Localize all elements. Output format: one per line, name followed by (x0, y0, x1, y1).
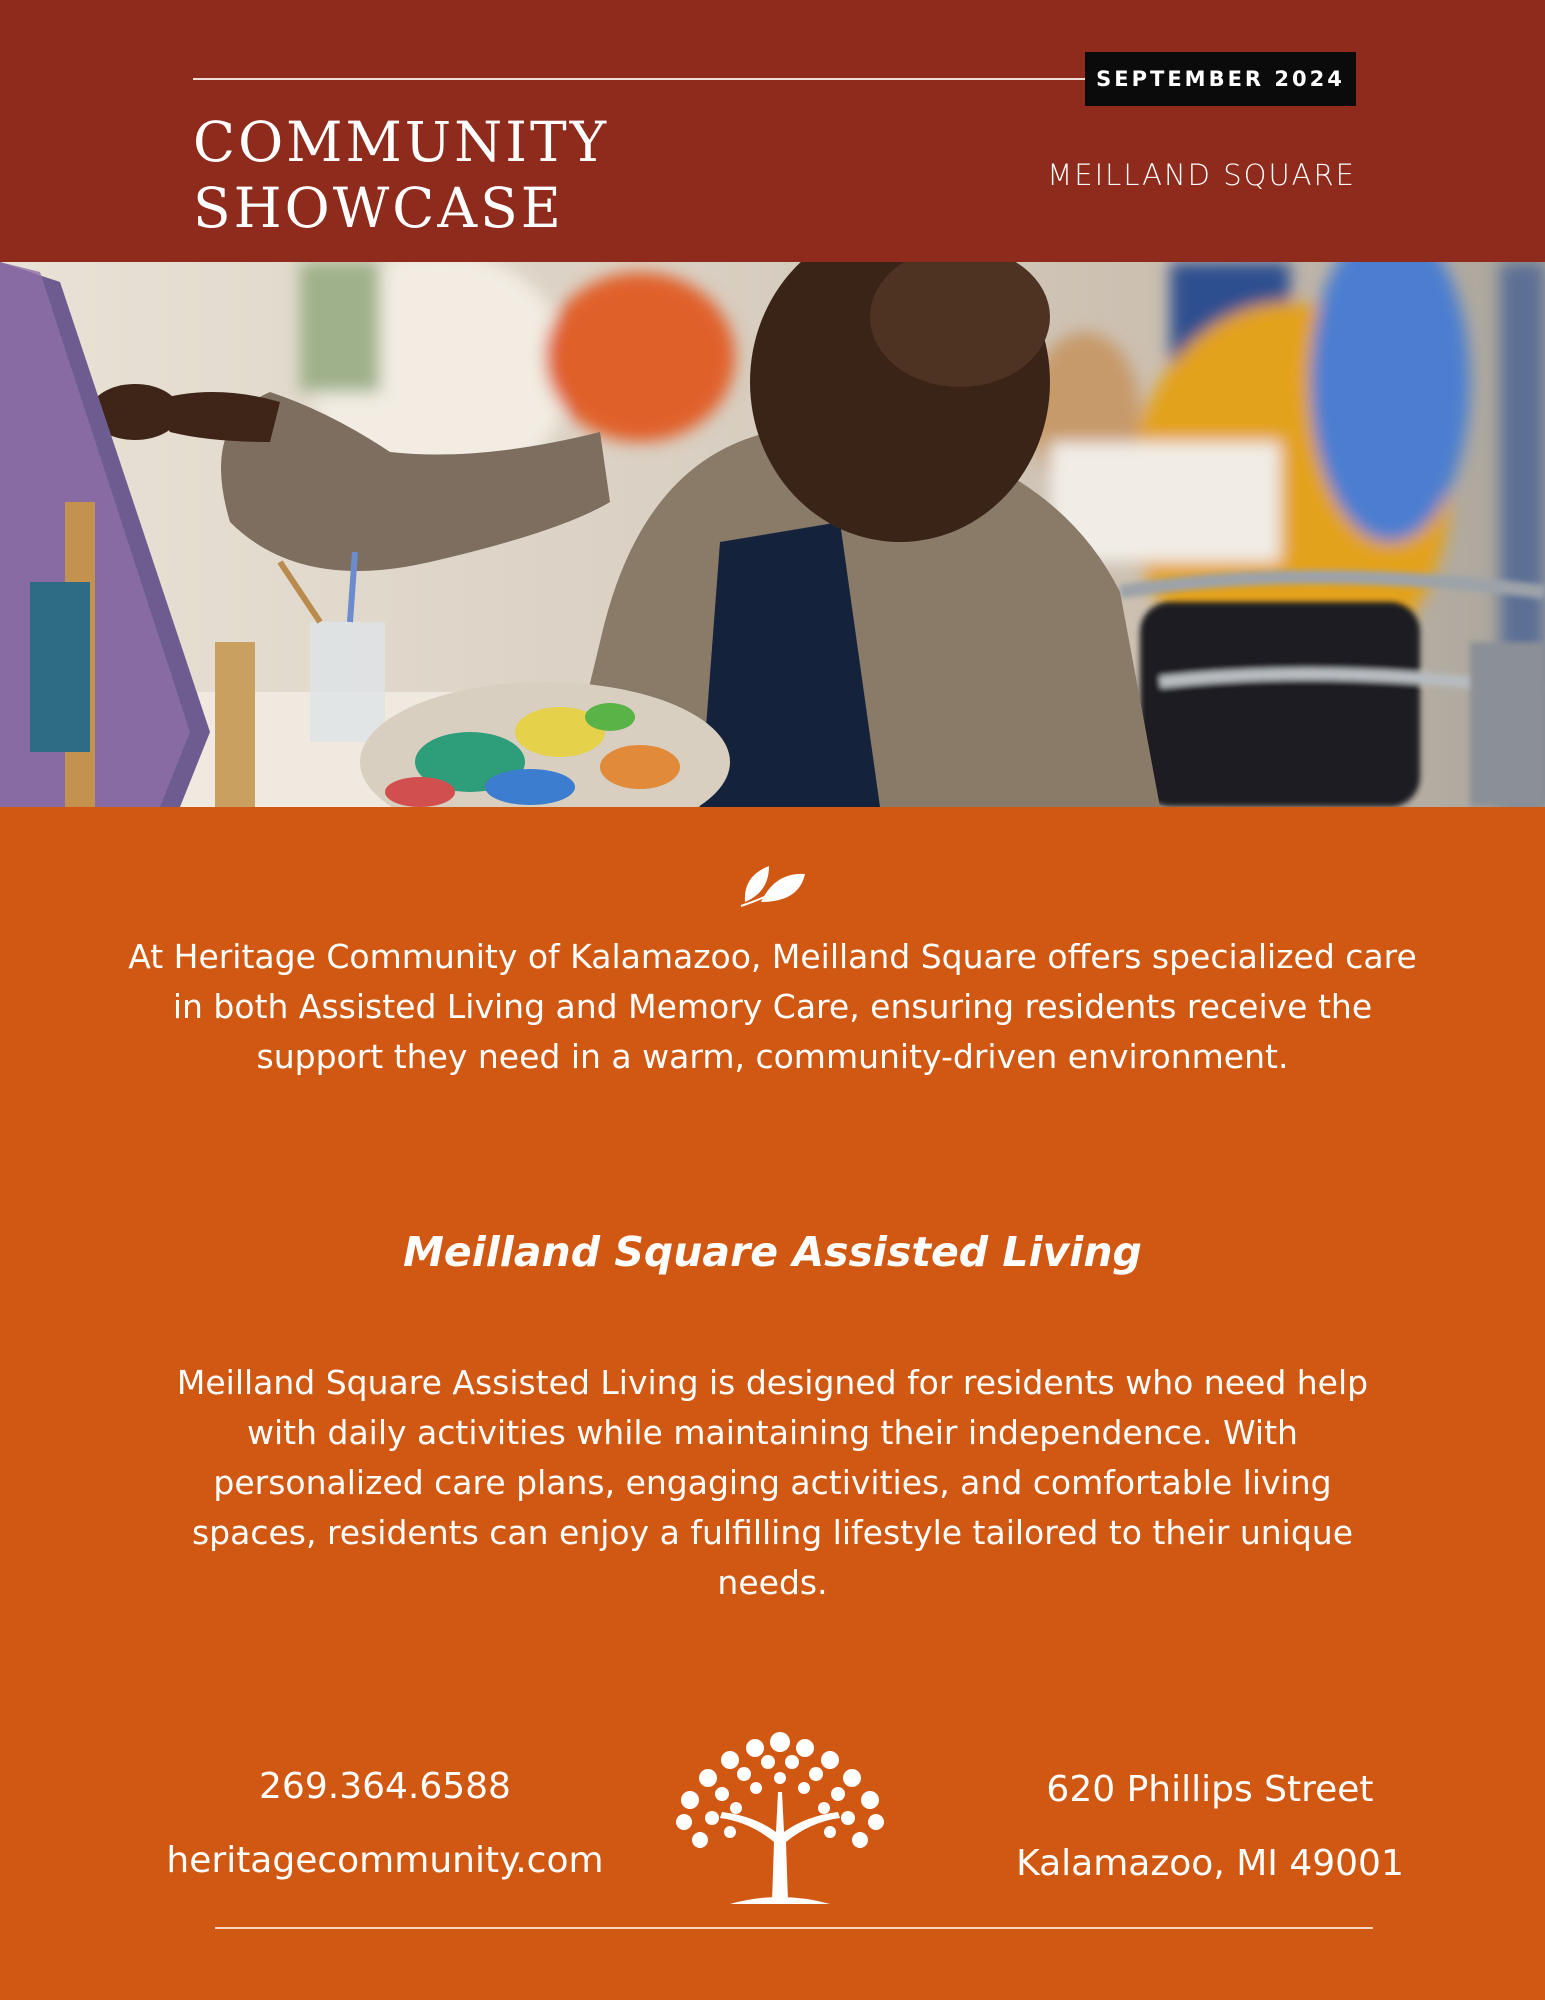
contact-info (120, 1762, 650, 1910)
masthead-title (193, 90, 833, 246)
address-block (980, 1765, 1440, 1913)
address-city: Kalamazoo, MI 49001 (1016, 1843, 1404, 1884)
resident-painting-photo (0, 262, 1545, 807)
footer-divider (215, 1927, 1373, 1929)
tree-logo-icon (660, 1722, 900, 1912)
intro-paragraph: At Heritage Community of Kalamazoo, Meilland Square offers specialized care in both Assisted Living and Memory Care, ensuring residents receive the support they need in a warm, community-driven environment. (128, 937, 1417, 1076)
phone-number[interactable]: 269.364.6588 (259, 1766, 511, 1807)
website-link[interactable]: heritagecommunity.com (166, 1840, 604, 1881)
issue-date-badge: SEPTEMBER 2024 (1085, 52, 1356, 106)
section-heading: Meilland Square Assisted Living (403, 1228, 1142, 1276)
leaf-icon (735, 858, 809, 908)
address-street: 620 Phillips Street (1046, 1769, 1374, 1810)
section-paragraph: Meilland Square Assisted Living is designed for residents who need help with daily activities while maintaining their independence. With personalized care plans, engaging activities, and comfortable living spaces, residents can enjoy a fulfilling lifestyle tailored to their unique needs. (176, 1363, 1369, 1602)
location-name: MEILLAND SQUARE (1047, 158, 1356, 192)
masthead-line-2: showcase (193, 156, 564, 246)
hero-photo (0, 262, 1545, 807)
masthead-line-1: community (193, 90, 610, 180)
header-divider (193, 78, 1085, 80)
